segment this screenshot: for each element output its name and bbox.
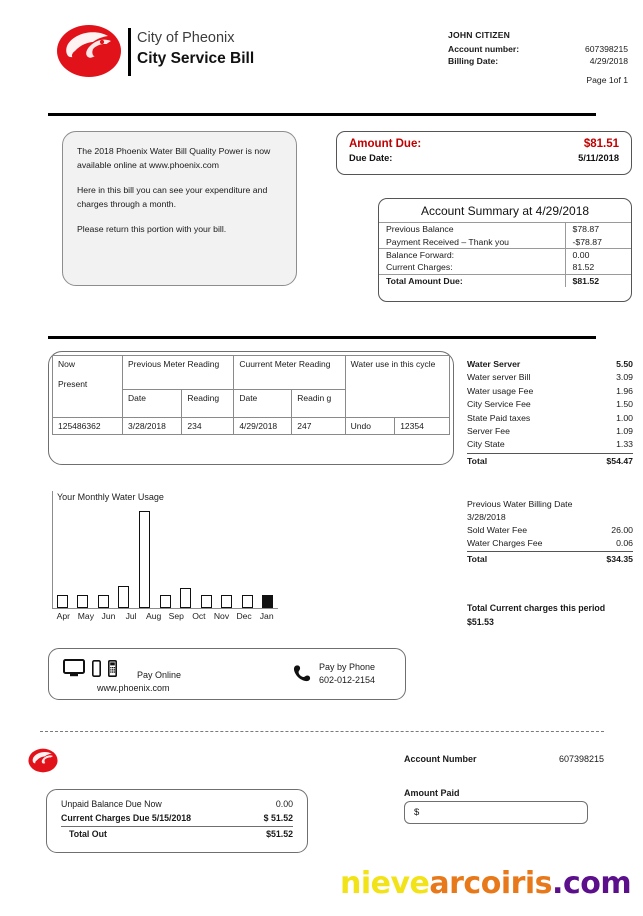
chart-bar	[262, 595, 273, 608]
list-item	[467, 524, 633, 537]
undo-cell[interactable]: Undo	[345, 418, 395, 435]
summary-label: Previous Balance	[379, 223, 565, 236]
charge-label: Water server Bill	[467, 372, 531, 383]
stub-account-number-row	[404, 754, 604, 764]
charge-value: 1.00	[616, 412, 633, 423]
summary-label: Current Charges:	[386, 262, 453, 273]
charge-value: 3.09	[616, 372, 633, 383]
table-row	[379, 248, 631, 261]
summary-total-value: $81.52	[565, 274, 631, 287]
page-indicator: Page 1of 1	[586, 74, 628, 85]
summary-value: -$78.87	[565, 235, 631, 248]
amount-due-value: $81.51	[583, 138, 619, 150]
chart-x-tick-label: Aug	[146, 611, 162, 621]
tear-off-divider	[40, 731, 604, 732]
table-row	[379, 235, 631, 248]
chart-bar	[201, 595, 212, 608]
charge-value: 5.50	[616, 359, 633, 369]
list-item	[467, 358, 633, 371]
list-item	[467, 438, 633, 451]
watermark-part-3: .com	[552, 866, 632, 901]
table-header-row	[53, 356, 450, 390]
curr-reading-header: Readin g	[292, 390, 345, 418]
chart-x-tick-label: Nov	[213, 611, 230, 621]
pay-by-phone-number: 602-012-2154	[319, 675, 376, 685]
section-divider-rule	[48, 336, 596, 339]
header-divider-rule	[48, 113, 596, 116]
account-number-label: Account number:	[448, 43, 520, 54]
charge-label: Server Fee	[467, 426, 510, 437]
prev-total-label: Total	[467, 554, 488, 565]
list-item	[467, 537, 633, 550]
chart-x-tick-label: Jun	[101, 611, 116, 621]
account-info-block	[448, 30, 628, 85]
bill-title: City Service Bill	[137, 50, 255, 67]
message-paragraph-1: The 2018 Phoenix Water Bill Quality Power is now available online at www.phoenix.com	[77, 146, 271, 170]
pay-by-phone-block	[319, 661, 375, 687]
monthly-water-usage-chart	[48, 487, 338, 632]
amount-paid-input[interactable]	[404, 801, 588, 824]
mobile-phone-icon	[92, 660, 101, 677]
previous-billing-date: 3/28/2018	[467, 512, 506, 522]
amount-due-row	[349, 138, 619, 150]
billing-date-row	[448, 55, 628, 68]
account-number-row	[448, 43, 628, 56]
account-summary-table	[379, 222, 631, 287]
message-box	[62, 131, 297, 286]
current-charges-list	[467, 358, 633, 468]
prev-charge-label: Water Charges Fee	[467, 538, 543, 549]
curr-reading-cell: 247	[292, 418, 345, 435]
chart-x-tick-label: Jul	[125, 611, 137, 621]
charges-total-value: $54.47	[606, 455, 633, 466]
table-row-total	[379, 274, 631, 287]
chart-bar	[118, 586, 129, 608]
chart-title: Your Monthly Water Usage	[57, 492, 164, 502]
account-summary-box	[378, 198, 632, 302]
list-item	[467, 385, 633, 398]
previous-billing-title: Previous Water Billing Date	[467, 499, 573, 509]
chart-bar	[221, 595, 232, 608]
charges-total-row	[467, 453, 633, 468]
chart-bar	[242, 595, 253, 608]
charge-label: Water Server	[467, 359, 521, 369]
account-number-value: 607398215	[584, 43, 628, 54]
chart-x-tick-label: Oct	[192, 611, 206, 621]
list-item	[61, 811, 293, 825]
logo-divider	[128, 28, 131, 76]
list-item	[61, 797, 293, 811]
handset-icon	[108, 660, 117, 677]
chart-x-axis	[52, 608, 278, 609]
customer-name: JOHN CITIZEN	[448, 30, 511, 40]
meter-now-label: Now	[58, 359, 76, 369]
meter-reading-table	[52, 355, 450, 435]
stub-label: Current Charges Due 5/15/2018	[61, 813, 192, 823]
charge-label: State Paid taxes	[467, 412, 531, 423]
meter-now-present-header	[53, 356, 123, 418]
summary-total-label: Total Amount Due:	[379, 274, 565, 287]
prev-reading-header: Reading	[182, 390, 234, 418]
amount-paid-label: Amount Paid	[404, 788, 460, 798]
billing-date-label: Billing Date:	[448, 56, 499, 66]
stub-value: $ 51.52	[263, 813, 293, 823]
charge-value: 1.09	[616, 426, 633, 437]
prev-charge-value: 26.00	[611, 525, 633, 535]
chart-bar	[180, 588, 191, 608]
table-row	[53, 418, 450, 435]
total-current-charges-value: $51.53	[467, 617, 494, 627]
water-usage-cell: 12354	[395, 418, 450, 435]
curr-date-header: Date	[234, 390, 292, 418]
message-paragraph-2: Here in this bill you can see your expenditure and charges through a month.	[77, 185, 268, 209]
payment-stub-box	[46, 789, 308, 853]
prev-reading-cell: 234	[182, 418, 234, 435]
phoenix-bird-logo	[56, 24, 122, 78]
charge-label: City State	[467, 439, 505, 450]
stub-total-label: Total Out	[69, 829, 107, 839]
telephone-icon	[292, 663, 312, 688]
due-date-value: 5/11/2018	[578, 153, 619, 163]
watermark-part-1: nieve	[340, 866, 430, 901]
charge-label: Water usage Fee	[467, 385, 534, 396]
watermark	[340, 866, 631, 901]
table-row	[379, 223, 631, 236]
chart-x-tick-label: Apr	[56, 611, 70, 621]
chart-bar	[139, 511, 150, 608]
account-summary-title: Account Summary at 4/29/2018	[420, 204, 590, 218]
due-date-row	[349, 153, 619, 163]
pay-online-url[interactable]: www.phoenix.com	[97, 683, 170, 693]
due-date-label: Due Date:	[349, 153, 393, 163]
summary-value: 0.00	[565, 248, 631, 261]
pay-online-label: Pay Online	[137, 670, 182, 680]
watermark-part-2: arcoiris	[429, 866, 553, 901]
charge-label: City Service Fee	[467, 399, 531, 410]
chart-x-tick-label: Jan	[259, 611, 274, 621]
charge-value: 1.96	[616, 385, 633, 396]
chart-bars-container	[52, 507, 278, 608]
pay-online-icons	[63, 659, 117, 677]
list-item	[467, 425, 633, 438]
pay-by-phone-label: Pay by Phone	[319, 662, 376, 672]
chart-bar	[160, 595, 171, 608]
payment-options-box	[48, 648, 406, 700]
prev-total-value: $34.35	[606, 554, 633, 565]
summary-value: $78.87	[565, 223, 631, 236]
prev-charge-value: 0.06	[616, 538, 633, 549]
prev-charge-label: Sold Water Fee	[467, 525, 528, 535]
chart-bar	[77, 595, 88, 608]
stub-value: 0.00	[275, 799, 293, 809]
previous-billing-total-row	[467, 551, 633, 566]
current-meter-reading-header: Cuurrent Meter Reading	[234, 356, 345, 390]
phoenix-bird-logo-small	[28, 748, 58, 773]
list-item	[467, 398, 633, 411]
list-item	[467, 412, 633, 425]
brand-block	[137, 28, 254, 70]
curr-date-cell: 4/29/2018	[234, 418, 292, 435]
billing-date-value: 4/29/2018	[589, 56, 628, 66]
monitor-icon	[63, 659, 85, 677]
prev-date-cell: 3/28/2018	[123, 418, 182, 435]
summary-label: Balance Forward:	[379, 248, 565, 261]
chart-x-tick-label: May	[77, 611, 95, 621]
meter-id-cell: 125486362	[53, 418, 123, 435]
charge-value: 1.50	[616, 399, 633, 410]
table-row	[379, 261, 631, 274]
stub-label: Unpaid Balance Due Now	[61, 799, 162, 809]
water-use-header: Water use in this cycle	[345, 356, 449, 418]
bill-header	[0, 0, 643, 105]
chart-bar	[98, 595, 109, 608]
stub-account-number-label: Account Number	[404, 754, 477, 764]
message-paragraph-3: Please return this portion with your bill.	[77, 224, 227, 234]
summary-label: Payment Received – Thank you	[386, 236, 509, 247]
city-name: City of Pheonix	[137, 30, 235, 46]
total-current-charges-label: Total Current charges this period	[467, 603, 606, 613]
previous-meter-reading-header: Previous Meter Reading	[123, 356, 234, 390]
previous-billing-section	[467, 498, 633, 566]
amount-due-box	[336, 131, 632, 175]
total-current-charges-block	[467, 601, 643, 629]
prev-date-header: Date	[123, 390, 182, 418]
charge-value: 1.33	[616, 439, 633, 450]
chart-bar	[57, 595, 68, 608]
stub-total-value: $51.52	[266, 829, 293, 839]
list-item	[467, 371, 633, 384]
chart-x-tick-label: Sep	[168, 611, 184, 621]
chart-x-tick-labels	[48, 611, 288, 625]
stub-account-number-value: 607398215	[558, 754, 604, 764]
charges-total-label: Total	[467, 455, 488, 466]
chart-x-tick-label: Dec	[236, 611, 252, 621]
summary-value: 81.52	[565, 261, 631, 274]
meter-present-label: Present	[58, 379, 88, 389]
stub-total-row	[61, 826, 293, 839]
amount-due-label: Amount Due:	[349, 138, 422, 150]
